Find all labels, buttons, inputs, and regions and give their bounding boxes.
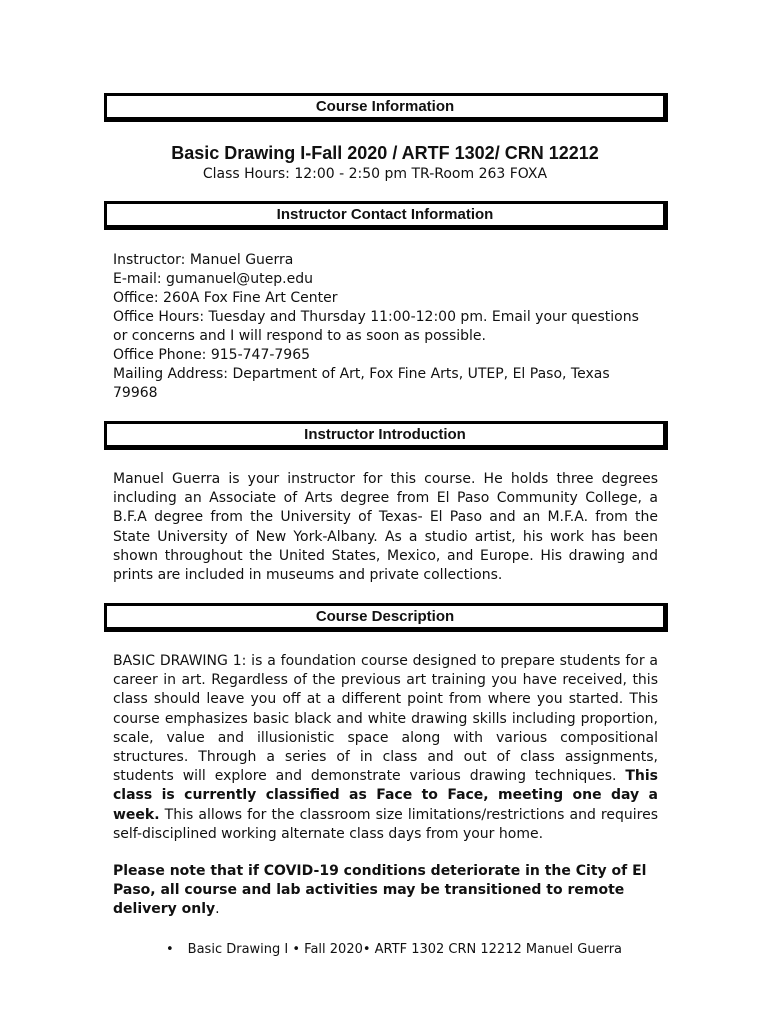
instructor-contact-header: [104, 201, 668, 230]
course-information-header: [104, 93, 668, 122]
mailing-address-line-2: 79968: [113, 385, 158, 401]
page-footer: [166, 942, 622, 957]
instructor-introduction-header: [104, 421, 668, 450]
office-location: Office: 260A Fox Fine Art Center: [113, 290, 338, 306]
covid-note: [113, 862, 663, 919]
course-title: Basic Drawing I-Fall 2020 / ARTF 1302/ CRN 12212: [171, 143, 599, 163]
mailing-address-line-1: Mailing Address: Department of Art, Fox Fine Arts, UTEP, El Paso, Texas: [113, 366, 610, 382]
course-description-text: [113, 652, 658, 844]
section-title: Instructor Introduction: [304, 426, 466, 443]
description-bold-note: This class is currently classified as Face to Face, meeting one day a week.: [113, 768, 658, 823]
section-title: Course Information: [315, 98, 455, 115]
class-hours: Class Hours: 12:00 - 2:50 pm TR-Room 263 FOXA: [202, 166, 548, 182]
covid-note-text: Please note that if COVID-19 conditions deteriorate in the City of El Paso, all course and lab activities may be transitioned to remote delivery only: [113, 863, 647, 917]
section-title: Instructor Contact Information: [276, 206, 494, 223]
covid-note-end: .: [215, 901, 220, 917]
description-part-1: BASIC DRAWING 1: is a foundation course designed to prepare students for a career in art. Regardless of the previous art training you have received, this class should leave you off at a different point from where you started. This course emphasizes basic black and white drawing skills including proportion, scale, value and illusionistic space along with various compositional structures. Through a series of in class and out of class assignments, students will explore and demonstrate various drawing techniques.: [113, 653, 658, 785]
instructor-email: E-mail: gumanuel@utep.edu: [113, 271, 313, 287]
instructor-introduction-text: Manuel Guerra is your instructor for this course. He holds three degrees including an Associate of Arts degree from El Paso Community College, a B.F.A degree from the University of Texas- El Paso and an M.F.A. from the State University of New York-Albany. As a studio artist, his work has been shown throughout the United States, Mexico, and Europe. His drawing and prints are included in museums and private collections.: [113, 471, 658, 584]
office-hours-line-2: or concerns and I will respond to as soon as possible.: [113, 328, 486, 344]
footer-text: Basic Drawing I • Fall 2020• ARTF 1302 CRN 12212 Manuel Guerra: [187, 942, 623, 957]
instructor-name: Instructor: Manuel Guerra: [113, 252, 294, 268]
contact-info: [113, 251, 658, 403]
course-description-header: [104, 603, 668, 632]
office-phone: Office Phone: 915-747-7965: [113, 347, 311, 363]
bullet-icon: •: [166, 942, 174, 957]
description-part-2: This allows for the classroom size limitations/restrictions and requires self-disciplined working alternate class days from your home.: [113, 806, 658, 842]
office-hours-line-1: Office Hours: Tuesday and Thursday 11:00-12:00 pm. Email your questions: [113, 309, 639, 325]
section-title: Course Description: [315, 608, 455, 625]
